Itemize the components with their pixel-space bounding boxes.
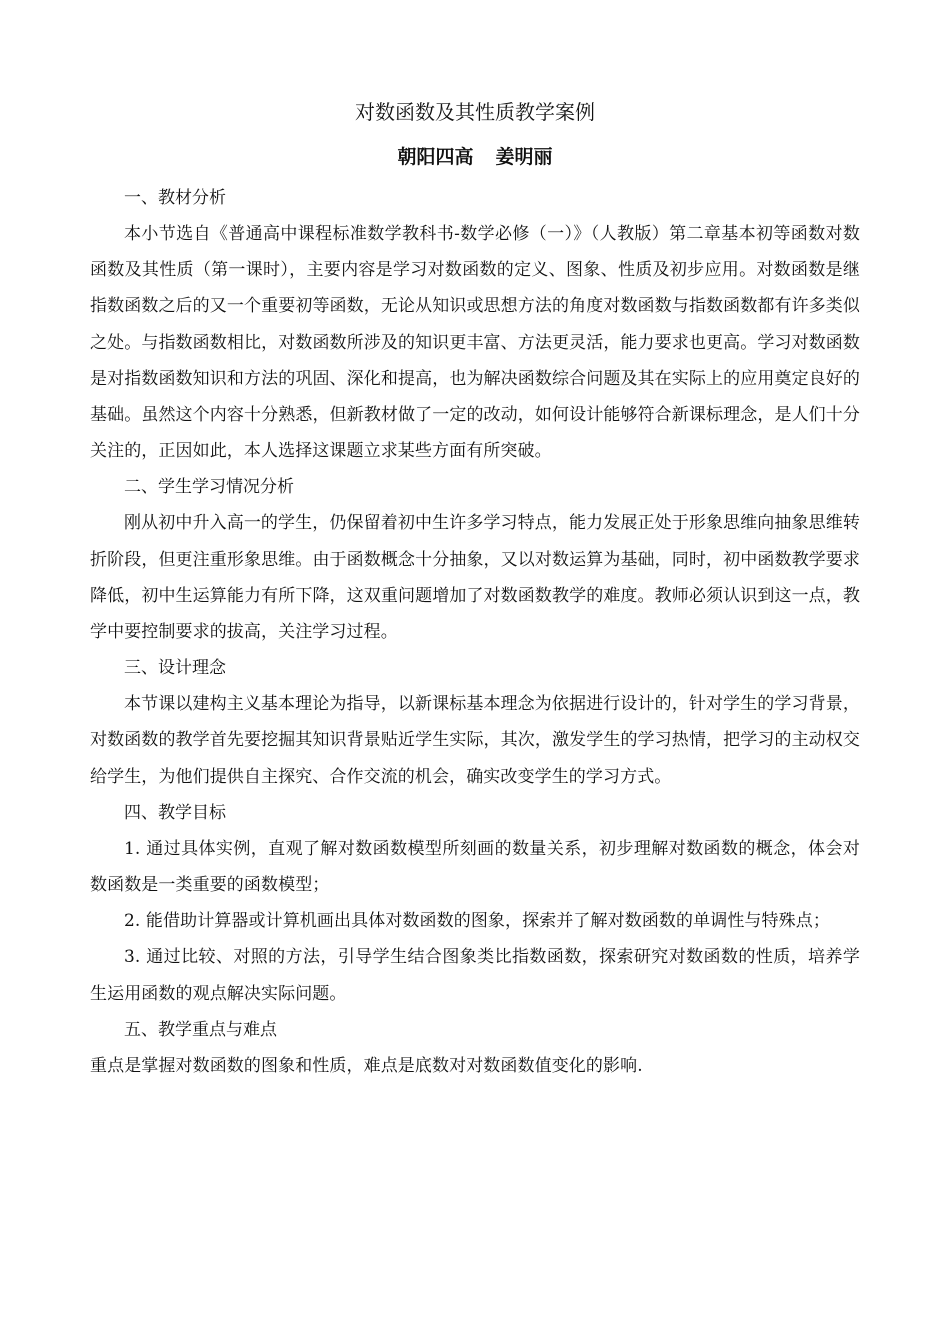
section-paragraph: 本小节选自《普通高中课程标准数学教科书-数学必修（一）》（人教版）第二章基本初等函数对数函数及其性质（第一课时），主要内容是学习对数函数的定义、图象、性质及初步应用。对数函数是继指数函数之后的又一个重要初等函数，无论从知识或思想方法的角度对数函数与指数函数都有许多类似之处。与指数函数相比，对数函数所涉及的知识更丰富、方法更灵活，能力要求也更高。学习对数函数是对指数函数知识和方法的巩固、深化和提高，也为解决函数综合问题及其在实际上的应用奠定良好的基础。虽然这个内容十分熟悉，但新教材做了一定的改动，如何设计能够符合新课标理念，是人们十分关注的，正因如此，本人选择这课题立求某些方面有所突破。 bbox=[90, 224, 860, 462]
section-heading-key-points: 五、教学重点与难点 bbox=[124, 1019, 277, 1040]
section-paragraph: 重点是掌握对数函数的图象和性质，难点是底数对对数函数值变化的影响. bbox=[90, 1055, 643, 1076]
section-paragraph: 刚从初中升入高一的学生，仍保留着初中生许多学习特点，能力发展正处于形象思维向抽象思维转折阶段，但更注重形象思维。由于函数概念十分抽象，又以对数运算为基础，同时，初中函数教学要求降低，初中生运算能力有所下降，这双重问题增加了对数函数教学的难度。教师必须认识到这一点，教学中要控制要求的拔高，关注学习过程。 bbox=[90, 513, 860, 643]
objective-item: 1. 通过具体实例，直观了解对数函数模型所刻画的数量关系，初步理解对数函数的概念，体会对数函数是一类重要的函数模型； bbox=[90, 838, 860, 896]
document-body bbox=[90, 94, 860, 1084]
objective-item: 3. 通过比较、对照的方法，引导学生结合图象类比指数函数，探索研究对数函数的性质，培养学生运用函数的观点解决实际问题。 bbox=[90, 947, 860, 1004]
author-line bbox=[90, 140, 860, 174]
section-paragraph: 本节课以建构主义基本理论为指导，以新课标基本理念为依据进行设计的，针对学生的学习背景，对数函数的教学首先要挖掘其知识背景贴近学生实际，其次，激发学生的学习热情，把学习的主动权交给学生，为他们提供自主探究、合作交流的机会，确实改变学生的学习方式。 bbox=[90, 694, 860, 787]
author-school: 朝阳四高 bbox=[397, 146, 474, 168]
section-heading-design: 三、设计理念 bbox=[124, 658, 226, 679]
author-name: 姜明丽 bbox=[495, 146, 553, 168]
section-heading-students: 二、学生学习情况分析 bbox=[124, 477, 294, 498]
section-heading-materials: 一、教材分析 bbox=[124, 188, 226, 208]
objective-item: 2. 能借助计算器或计算机画出具体对数函数的图象，探索并了解对数函数的单调性与特殊点； bbox=[124, 911, 830, 932]
document-title: 对数函数及其性质教学案例 bbox=[355, 100, 595, 124]
section-heading-objectives: 四、教学目标 bbox=[124, 802, 226, 823]
